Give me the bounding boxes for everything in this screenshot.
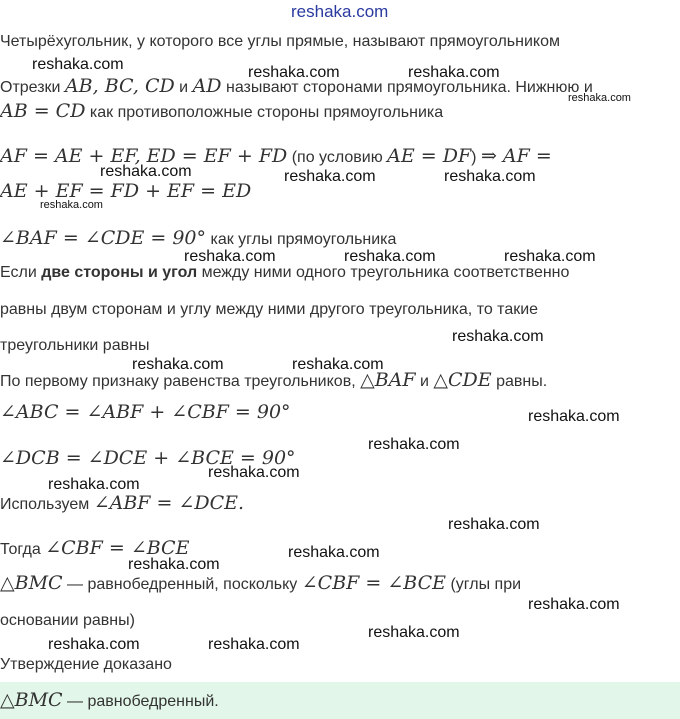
text-line-13: Используем ∠ABF = ∠DCE. xyxy=(0,492,245,514)
answer-text: △BMC — равнобедренный. xyxy=(0,689,219,711)
site-header-link[interactable]: reshaka.com xyxy=(291,2,389,21)
watermark: reshaka.com xyxy=(248,64,340,81)
formula-line-12: ∠DCB = ∠DCE + ∠BCE = 90° xyxy=(0,447,296,469)
watermark: reshaka.com xyxy=(444,168,536,185)
answer-box xyxy=(0,682,680,719)
watermark: reshaka.com xyxy=(292,356,384,373)
text-line-15: △BMC — равнобедренный, поскольку ∠CBF = ∠BCE (углы при xyxy=(0,572,522,594)
text-line-8: равны двум сторонам и углу между ними другого треугольника, то такие xyxy=(0,301,539,318)
watermark: reshaka.com xyxy=(408,64,500,81)
text-line-14: Тогда ∠CBF = ∠BCE xyxy=(0,537,190,559)
text-line-17: Утверждение доказано xyxy=(0,656,172,673)
watermark: reshaka.com xyxy=(288,544,380,561)
watermark: reshaka.com xyxy=(368,436,460,453)
formula-line-4: AF = AE + EF, ED = EF + FD (по условию AE = DF) ⇒ AF = xyxy=(0,145,552,167)
text-line-6: ∠BAF = ∠CDE = 90° как углы прямоугольника xyxy=(0,227,397,249)
watermark: reshaka.com xyxy=(284,168,376,185)
watermark: reshaka.com xyxy=(128,556,220,573)
text-line-16: основании равны) xyxy=(0,612,135,629)
text-line-9: треугольники равны xyxy=(0,337,150,354)
watermark: reshaka.com xyxy=(528,596,620,613)
watermark: reshaka.com xyxy=(132,356,224,373)
watermark: reshaka.com xyxy=(504,248,596,265)
watermark: reshaka.com xyxy=(528,408,620,425)
watermark: reshaka.com xyxy=(568,92,631,104)
formula-line-5: AE + EF = FD + EF = ED xyxy=(0,180,252,202)
watermark: reshaka.com xyxy=(344,248,436,265)
watermark: reshaka.com xyxy=(48,636,140,653)
watermark: reshaka.com xyxy=(208,464,300,481)
text-line-3: AB = CD как противоположные стороны прямоугольника xyxy=(0,100,444,122)
watermark: reshaka.com xyxy=(184,248,276,265)
watermark: reshaka.com xyxy=(368,624,460,641)
watermark: reshaka.com xyxy=(100,163,192,180)
text-line-2: Отрезки AB, BC, CD и AD называют сторонами прямоугольника. Нижнюю и xyxy=(0,75,593,97)
watermark: reshaka.com xyxy=(48,476,140,493)
text-line-10: По первому признаку равенства треугольников, △BAF и △CDE равны. xyxy=(0,369,548,391)
watermark: reshaka.com xyxy=(208,636,300,653)
text-line-7: Если две стороны и угол между ними одного треугольника соответственно xyxy=(0,264,570,281)
watermark: reshaka.com xyxy=(40,199,103,211)
watermark: reshaka.com xyxy=(32,56,124,73)
watermark: reshaka.com xyxy=(448,516,540,533)
formula-line-11: ∠ABC = ∠ABF + ∠CBF = 90° xyxy=(0,401,291,423)
text-line-1: Четырёхугольник, у которого все углы прямые, называют прямоугольником xyxy=(0,33,560,50)
watermark: reshaka.com xyxy=(452,328,544,345)
